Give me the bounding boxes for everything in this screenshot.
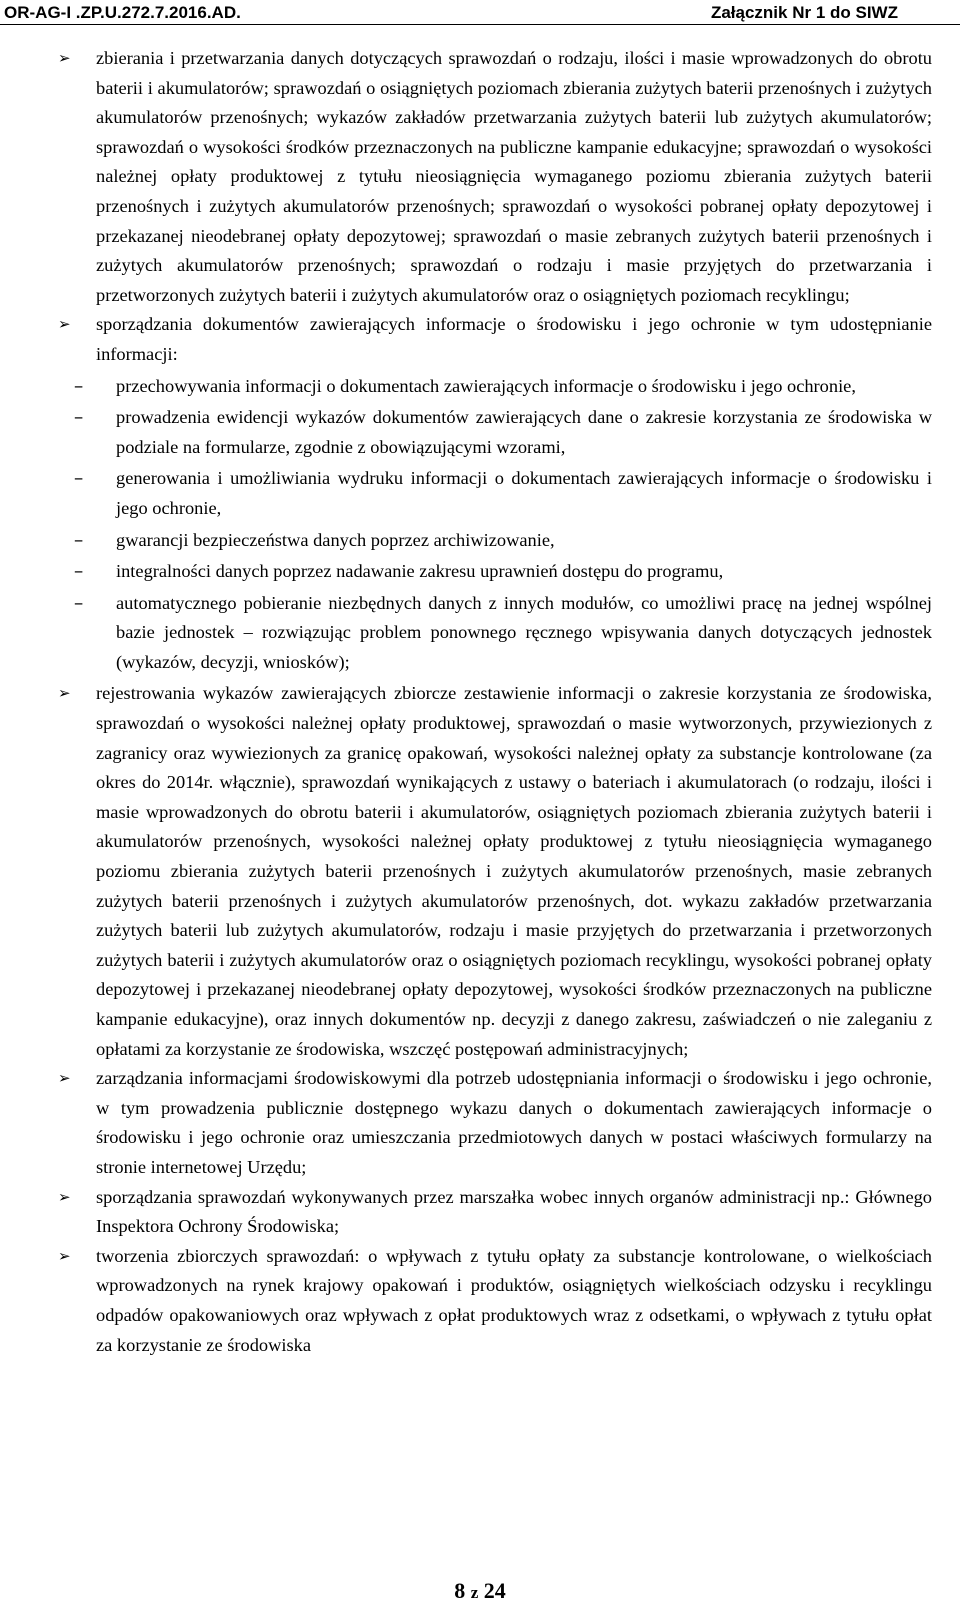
arrowhead-bullet-icon: ➢ <box>58 684 71 703</box>
list-item <box>52 1242 932 1360</box>
list-item-text: sporządzania sprawozdań wykonywanych przez marszałka wobec innych organów administracji np.: Głównego Inspektora Ochrony Środowiska; <box>96 1186 932 1237</box>
sub-list-item-text: integralności danych poprzez nadawanie zakresu uprawnień dostępu do programu, <box>116 561 724 582</box>
list-item-text: rejestrowania wykazów zawierających zbiorcze zestawienie informacji o zakresie korzystania ze środowiska, sprawozdań o wysokości należnej opłaty produktowej, sprawozdań o masie wytworzonych, przywiezionych z zagranicy oraz wywiezionych za granicę opakowań, wysokości należnej opłaty za substancje kontrolowane (za okres do 2014r. włącznie), sprawozdań wynikających z ustawy o bateriach i akumulatorach (o rodzaju, ilości i masie wprowadzonych do obrotu baterii i akumulatorów, osiągniętych poziomach zbierania zużytych baterii i akumulatorów przenośnych, wysokości należnej opłaty produktowej z tytułu nieosiągnięcia wymaganego poziomu zbierania zużytych baterii przenośnych i zużytych akumulatorów przenośnych, masie zebranych zużytych baterii przenośnych i zużytych akumulatorów przenośnych, dot. wykazu zakładów przetwarzania zużytych baterii lub zużytych akumulatorów, rodzaju i masie przyjętych do przetwarzania i przetworzonych zużytych baterii i zużytych akumulatorów oraz o osiągniętych poziomach recyklingu, wysokości pobranej opłaty depozytowej i przekazanej nieodebranej opłaty depozytowej, wysokości środków przeznaczonych na publiczne kampanie edukacyjne), oraz innych dokumentów np. decyzji z danego zakresu, zaświadczeń o nie zaleganiu z opłatami za korzystanie ze środowiska, wszczęć postępowań administracyjnych; <box>96 683 932 1059</box>
list-item-text: zarządzania informacjami środowiskowymi dla potrzeb udostępniania informacji o środowisku i jego ochronie, w tym prowadzenia publicznie dostępnego wykazu danych o dokumentach zawierających informacje o środowisku i jego ochronie oraz umieszczania przedmiotowych danych w postaci właściwych formularzy na stronie internetowej Urzędu; <box>96 1068 932 1177</box>
arrowhead-bullet-icon: ➢ <box>58 315 71 334</box>
dash-bullet-icon: – <box>74 407 84 429</box>
dash-bullet-icon: – <box>74 375 84 397</box>
attachment-label: Załącznik Nr 1 do SIWZ <box>710 3 898 22</box>
sub-list-item <box>52 403 932 462</box>
sub-list-item <box>52 557 932 587</box>
document-body <box>52 44 932 1360</box>
arrowhead-bullet-icon: ➢ <box>58 1069 71 1088</box>
header-rule <box>0 24 960 25</box>
document-reference: OR-AG-I .ZP.U.272.7.2016.AD. <box>4 3 241 22</box>
dash-bullet-icon: – <box>74 561 84 583</box>
sub-list-item-text: prowadzenia ewidencji wykazów dokumentów zawierających dane o zakresie korzystania ze środowiska w podziale na formularze, zgodnie z obowiązującymi wzorami, <box>116 407 932 457</box>
sub-list-item <box>52 526 932 556</box>
list-item <box>52 44 932 310</box>
sub-list-item <box>52 589 932 678</box>
list-item <box>52 1064 932 1182</box>
page-number <box>0 1578 960 1604</box>
sub-list-item <box>52 372 932 402</box>
page-header <box>0 0 960 30</box>
arrowhead-bullet-icon: ➢ <box>58 1246 71 1265</box>
dash-bullet-icon: – <box>74 529 84 551</box>
current-page: 8 <box>454 1578 466 1603</box>
dash-bullet-icon: – <box>74 468 84 490</box>
dash-bullet-icon: – <box>74 592 84 614</box>
list-item-text: tworzenia zbiorczych sprawozdań: o wpływach z tytułu opłaty za substancje kontrolowane, o wielkościach wprowadzonych na rynek krajowy opakowań i produktów, osiągniętych wielkościach odzysku i recyklingu odpadów opakowaniowych oraz wpływach z opłat produktowych wraz z odsetkami, o wpływach z tytułu opłat za korzystanie ze środowiska <box>96 1245 932 1355</box>
total-pages: 24 <box>483 1578 506 1603</box>
list-item <box>52 1183 932 1242</box>
list-item <box>52 679 932 1064</box>
list-item-text: sporządzania dokumentów zawierających informacje o środowisku i jego ochronie w tym udostępnianie informacji: <box>96 314 932 364</box>
page-of-label: z <box>470 1583 479 1602</box>
arrowhead-bullet-icon: ➢ <box>58 1187 71 1206</box>
sub-list-item-text: gwarancji bezpieczeństwa danych poprzez archiwizowanie, <box>116 529 555 550</box>
sub-list-item-text: generowania i umożliwiania wydruku informacji o dokumentach zawierających informacje o środowisku i jego ochronie, <box>116 468 932 518</box>
arrowhead-bullet-icon: ➢ <box>58 49 71 67</box>
list-item-text: zbierania i przetwarzania danych dotyczących sprawozdań o rodzaju, ilości i masie wprowadzonych do obrotu baterii i akumulatorów; sprawozdań o osiągniętych poziomach zbierania zużytych baterii przenośnych i zużytych akumulatorów przenośnych; wykazów zakładów przetwarzania zużytych baterii lub zużytych akumulatorów; sprawozdań o wysokości środków przeznaczonych na publiczne kampanie edukacyjne; sprawozdań o wysokości należnej opłaty produktowej z tytułu nieosiągnięcia wymaganego poziomu zbierania zużytych baterii przenośnych i zużytych akumulatorów przenośnych; sprawozdań o wysokości pobranej opłaty depozytowej i przekazanej nieodebranej opłaty depozytowej; sprawozdań o masie zebranych zużytych baterii przenośnych i zużytych akumulatorów przenośnych; sprawozdań o rodzaju i masie przyjętych do przetwarzania i przetworzonych zużytych baterii i zużytych akumulatorów oraz o osiągniętych poziomach recyklingu; <box>96 48 932 305</box>
sub-list-item-text: automatycznego pobieranie niezbędnych danych z innych modułów, co umożliwi pracę na jednej wspólnej bazie jednostek – rozwiązując problem ponownego ręcznego wpisywania danych dotyczących jednostek (wykazów, decyzji, wniosków); <box>116 592 932 672</box>
list-item <box>52 310 932 369</box>
sub-list-item <box>52 464 932 523</box>
sub-list-item-text: przechowywania informacji o dokumentach zawierających informacje o środowisku i jego ochronie, <box>116 375 856 396</box>
